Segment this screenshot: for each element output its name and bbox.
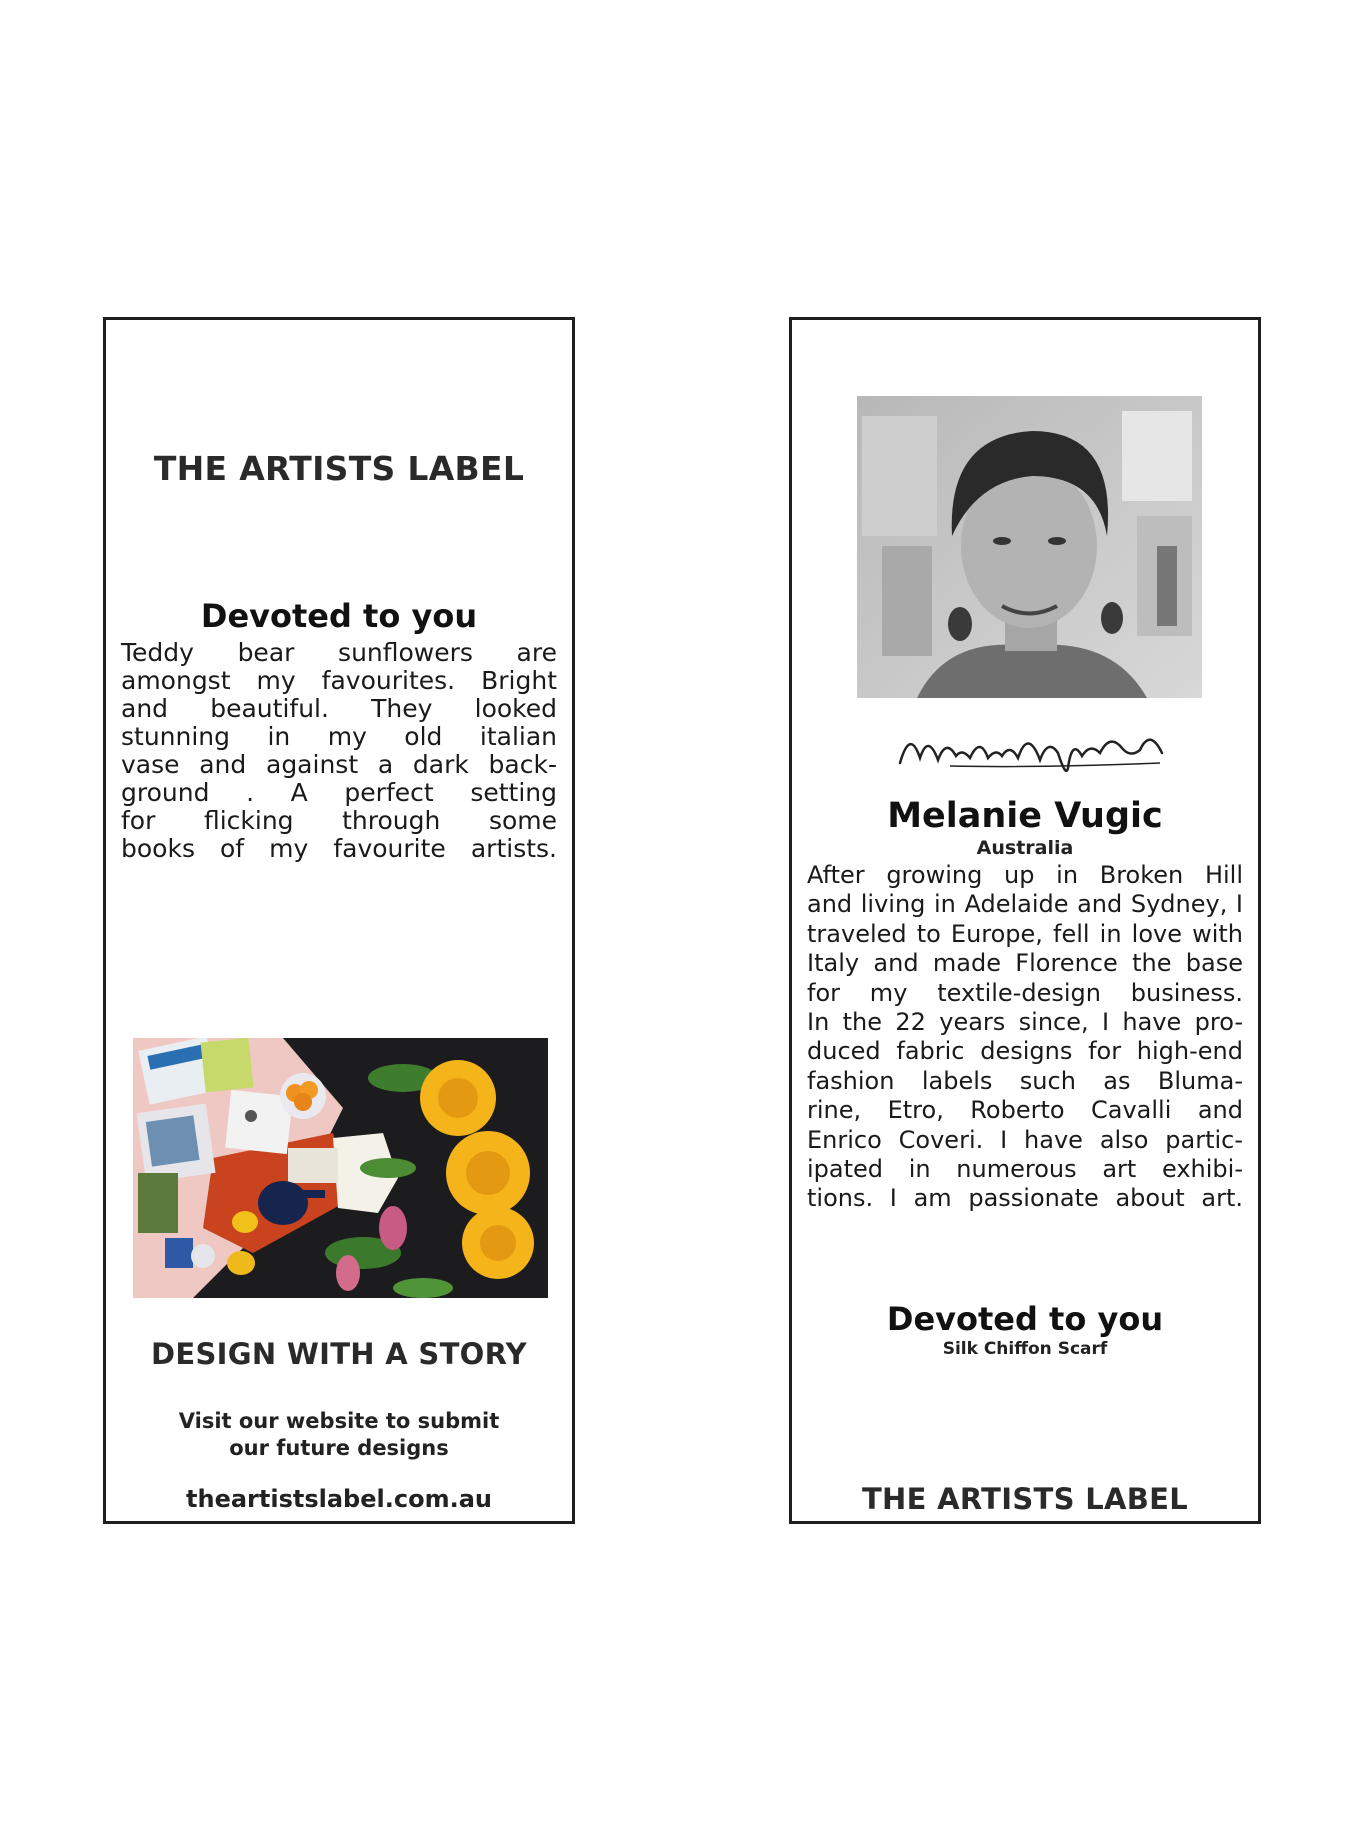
artist-bio-line: In the 22 years since, I have pro-	[807, 1008, 1243, 1037]
cta-line-2: our future designs	[229, 1436, 449, 1460]
artwork-description-line: books of my favourite artists.	[121, 834, 557, 863]
product-type: Silk Chiffon Scarf	[942, 1339, 1108, 1359]
artist-bio-line: and living in Adelaide and Sydney, I	[807, 890, 1243, 919]
artist-portrait-photo	[857, 396, 1202, 698]
design-with-a-story-tagline: DESIGN WITH A STORY	[151, 1337, 527, 1371]
artist-bio-line: ipated in numerous art exhibi-	[807, 1155, 1243, 1184]
artwork-description-line: vase and against a dark back-	[121, 750, 557, 779]
artwork-description	[121, 639, 557, 863]
artist-bio-line: tions. I am passionate about art.	[807, 1184, 1243, 1213]
cta-line-1: Visit our website to submit	[178, 1409, 500, 1433]
artwork-description-line: Teddy bear sunflowers are	[121, 638, 557, 667]
artist-bio-line: rine, Etro, Roberto Cavalli and	[807, 1096, 1243, 1125]
artist-bio-line: Italy and made Florence the base	[807, 949, 1243, 978]
website-link[interactable]: theartistslabel.com.au	[186, 1485, 492, 1513]
artist-bio-line: traveled to Europe, fell in love with	[807, 919, 1243, 948]
artwork-description-line: stunning in my old italian	[121, 722, 557, 751]
product-title: Devoted to you	[886, 1300, 1164, 1338]
artwork-description-line: for flicking through some	[121, 806, 557, 835]
brand-title: THE ARTISTS LABEL	[153, 449, 525, 488]
artist-bio-line: fashion labels such as Bluma-	[807, 1066, 1243, 1095]
artwork-painting-image	[133, 1038, 548, 1298]
artist-bio-line: for my textile-design business.	[807, 978, 1243, 1007]
artist-bio-line: duced fabric designs for high-end	[807, 1037, 1243, 1066]
artwork-description-line: ground . A perfect setting	[121, 778, 557, 807]
artwork-title: Devoted to you	[200, 597, 478, 635]
brand-footer: THE ARTISTS LABEL	[861, 1482, 1189, 1516]
artist-signature	[890, 708, 1175, 788]
artist-bio-line: Enrico Coveri. I have also partic-	[807, 1125, 1243, 1154]
artist-name: Melanie Vugic	[887, 796, 1163, 836]
artist-country: Australia	[976, 837, 1074, 859]
artwork-description-line: amongst my favourites. Bright	[121, 666, 557, 695]
cta-text	[106, 1408, 572, 1462]
artwork-description-line: and beautiful. They looked	[121, 694, 557, 723]
artwork-label-card	[103, 317, 575, 1524]
artist-bio-card	[789, 317, 1261, 1524]
artist-bio	[807, 861, 1243, 1214]
artist-bio-line: After growing up in Broken Hill	[807, 861, 1243, 889]
